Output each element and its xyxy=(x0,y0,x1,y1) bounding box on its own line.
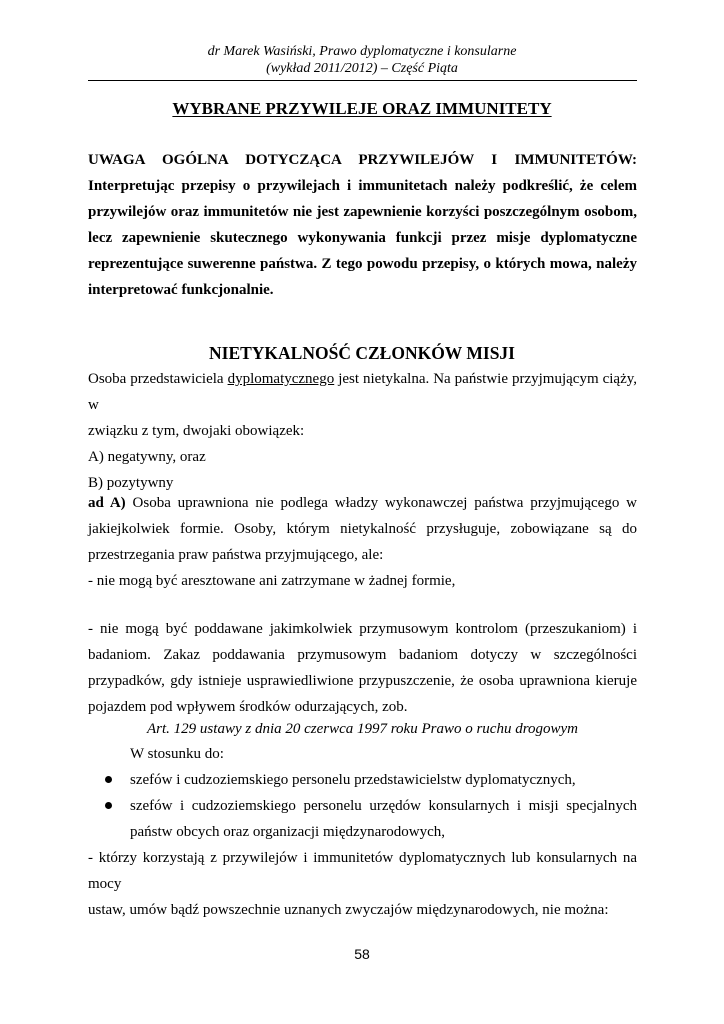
bullet-text xyxy=(130,793,637,845)
general-note-line: lecz zapewnienie skutecznego wykonywania funkcji przez misje dyplomatyczne xyxy=(88,230,637,246)
point-no-search-line: badaniom. Zakaz poddawania przymusowym badaniom dotyczy w szczególności xyxy=(88,647,637,663)
article-reference: Art. 129 ustawy z dnia 20 czerwca 1997 roku Prawo o ruchu drogowym xyxy=(147,721,578,737)
section-title-privileges: WYBRANE PRZYWILEJE ORAZ IMMUNITETY xyxy=(172,99,552,118)
point-no-search-line: - nie mogą być poddawane jakimkolwiek przymusowym kontrolom (przeszukaniom) i xyxy=(88,621,637,637)
option-a: A) negatywny, oraz xyxy=(88,449,206,465)
general-note-line: Interpretując przepisy o przywilejach i immunitetach należy podkreślić, że celem xyxy=(88,178,637,194)
closing-line: - którzy korzystają z przywilejów i immunitetów dyplomatycznych lub konsularnych na mocy xyxy=(88,850,637,892)
running-header xyxy=(0,43,724,77)
ad-a-line-1 xyxy=(88,490,637,516)
point-no-search-line: przypadków, gdy istnieje usprawiedliwione przypuszczenie, że osoba uprawniona kieruje xyxy=(88,673,637,689)
closing-paragraph xyxy=(88,845,637,923)
general-note-line: interpretować funkcjonalnie. xyxy=(88,282,274,298)
general-note-line: reprezentujące suwerenne państwa. Z tego powodu przepisy, o których mowa, należy xyxy=(88,256,637,272)
ad-a-paragraph xyxy=(88,490,637,594)
bullet-text-line: państw obcych oraz organizacji międzynarodowych, xyxy=(130,824,446,840)
option-b: B) pozytywny xyxy=(88,475,174,491)
bullet-text: szefów i cudzoziemskiego personelu przedstawicielstw dyplomatycznych, xyxy=(130,772,576,788)
bullet-item xyxy=(88,793,637,845)
ad-a-line-3: przestrzegania praw państwa przyjmującego, ale: xyxy=(88,547,384,563)
intro-line-2: związku z tym, dwojaki obowiązek: xyxy=(88,423,305,439)
intro-line-1 xyxy=(88,366,637,418)
bullet-text-line: szefów i cudzoziemskiego personelu urzędów konsularnych i misji specjalnych xyxy=(130,798,637,814)
intro-underlined-word: dyplomatycznego xyxy=(227,371,335,387)
ad-a-text: Osoba uprawniona nie podlega władzy wykonawczej państwa przyjmującego w xyxy=(125,495,638,511)
point-no-search-line: pojazdem pod wpływem środków odurzających, zob. xyxy=(88,699,408,715)
page-number: 58 xyxy=(354,946,370,962)
section-title-inviolability: NIETYKALNOŚĆ CZŁONKÓW MISJI xyxy=(209,343,515,363)
general-note-line: przywilejów oraz immunitetów nie jest zapewnienie korzyści poszczególnym osobom, xyxy=(88,204,637,220)
header-divider xyxy=(88,80,637,81)
relation-intro: W stosunku do: xyxy=(130,746,224,762)
general-note-paragraph xyxy=(88,147,637,303)
closing-line: ustaw, umów bądź powszechnie uznanych zwyczajów międzynarodowych, nie można: xyxy=(88,902,609,918)
general-note-heading: UWAGA OGÓLNA DOTYCZĄCA PRZYWILEJÓW I IMMUNITETÓW: xyxy=(88,152,637,168)
intro-text: jest nietykalna. Na państwie przyjmującym ciąży, w xyxy=(88,371,638,413)
ad-a-line-2: jakiejkolwiek formie. Osoby, którym nietykalność przysługuje, zobowiązane są do xyxy=(88,521,637,537)
bullet-icon xyxy=(105,776,112,783)
point-no-arrest: - nie mogą być aresztowane ani zatrzymane w żadnej formie, xyxy=(88,573,456,589)
inviolability-intro xyxy=(88,366,637,496)
point-no-search-paragraph xyxy=(88,616,637,720)
header-line-2: (wykład 2011/2012) – Część Piąta xyxy=(266,61,458,76)
header-line-1: dr Marek Wasiński, Prawo dyplomatyczne i konsularne xyxy=(207,44,517,59)
ad-a-label: ad A) xyxy=(88,495,126,511)
intro-text: Osoba przedstawiciela xyxy=(88,371,228,387)
bullet-icon xyxy=(105,802,112,809)
